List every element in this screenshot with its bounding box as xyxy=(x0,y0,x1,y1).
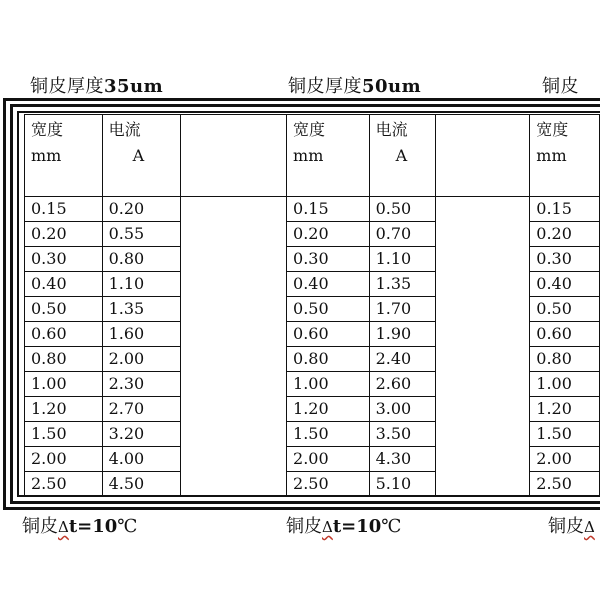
table-row xyxy=(25,272,600,297)
footer-temp: t=10 xyxy=(332,516,382,537)
header-width-50 xyxy=(287,115,370,191)
width-third-cell: 0.50 xyxy=(530,297,600,322)
width-third-cell: 0.60 xyxy=(530,322,600,347)
width-third-cell: 0.40 xyxy=(530,272,600,297)
footer-unit: ℃ xyxy=(381,516,402,537)
width-50-cell: 1.00 xyxy=(287,372,370,397)
blank-35-cell xyxy=(181,422,287,447)
current-50-cell: 4.30 xyxy=(369,447,436,472)
width-third-cell: 1.00 xyxy=(530,372,600,397)
blank-50-cell xyxy=(436,372,530,397)
blank-35-cell xyxy=(181,197,287,222)
blank-35-cell xyxy=(181,347,287,372)
table-row xyxy=(25,222,600,247)
table-body xyxy=(25,197,600,497)
table-row xyxy=(25,447,600,472)
width-third-cell: 0.15 xyxy=(530,197,600,222)
width-third-cell: 1.50 xyxy=(530,422,600,447)
blank-50-cell xyxy=(436,322,530,347)
width-third-cell: 0.30 xyxy=(530,247,600,272)
delta-symbol: Δ xyxy=(322,518,333,536)
blank-50-cell xyxy=(436,472,530,497)
width-50-cell: 0.40 xyxy=(287,272,370,297)
width-50-cell: 1.20 xyxy=(287,397,370,422)
header-width-label: 宽度 xyxy=(536,120,569,139)
width-50-cell: 0.20 xyxy=(287,222,370,247)
blank-50-cell xyxy=(436,272,530,297)
blank-35-cell xyxy=(181,372,287,397)
header-current-50 xyxy=(369,115,436,191)
blank-50-cell xyxy=(436,347,530,372)
blank-35-cell xyxy=(181,222,287,247)
blank-50-cell xyxy=(436,297,530,322)
current-50-cell: 1.90 xyxy=(369,322,436,347)
width-35-cell: 1.50 xyxy=(25,422,103,447)
current-35-cell: 2.70 xyxy=(102,397,181,422)
table-row xyxy=(25,247,600,272)
heading-35um-prefix: 铜皮厚度 xyxy=(30,76,104,97)
footer-prefix: 铜皮 xyxy=(286,516,322,537)
width-50-cell: 0.15 xyxy=(287,197,370,222)
blank-35-cell xyxy=(181,472,287,497)
blank-35-cell xyxy=(181,272,287,297)
header-width-label: 宽度 xyxy=(31,120,64,139)
width-35-cell: 1.20 xyxy=(25,397,103,422)
header-current-label: 电流 xyxy=(108,120,141,139)
width-35-cell: 0.50 xyxy=(25,297,103,322)
table-row xyxy=(25,322,600,347)
heading-35um xyxy=(30,72,163,98)
current-35-cell: 4.00 xyxy=(102,447,181,472)
table-row xyxy=(25,422,600,447)
header-width-unit: mm xyxy=(31,146,62,165)
width-50-cell: 1.50 xyxy=(287,422,370,447)
width-50-cell: 2.50 xyxy=(287,472,370,497)
width-35-cell: 2.50 xyxy=(25,472,103,497)
width-50-cell: 0.50 xyxy=(287,297,370,322)
blank-35-cell xyxy=(181,247,287,272)
header-width-third xyxy=(530,115,600,191)
width-35-cell: 0.20 xyxy=(25,222,103,247)
width-third-cell: 0.20 xyxy=(530,222,600,247)
header-current-label: 电流 xyxy=(375,120,408,139)
header-blank-35 xyxy=(181,115,287,191)
table-row xyxy=(25,397,600,422)
width-35-cell: 0.40 xyxy=(25,272,103,297)
width-50-cell: 0.60 xyxy=(287,322,370,347)
current-35-cell: 0.55 xyxy=(102,222,181,247)
blank-50-cell xyxy=(436,447,530,472)
current-50-cell: 3.50 xyxy=(369,422,436,447)
header-current-35 xyxy=(102,115,181,191)
width-35-cell: 0.60 xyxy=(25,322,103,347)
footer-third xyxy=(548,512,595,538)
blank-35-cell xyxy=(181,297,287,322)
footer-prefix: 铜皮 xyxy=(22,516,58,537)
current-35-cell: 2.00 xyxy=(102,347,181,372)
heading-50um xyxy=(288,72,421,98)
current-35-cell: 1.10 xyxy=(102,272,181,297)
header-width-35 xyxy=(25,115,103,191)
width-third-cell: 2.50 xyxy=(530,472,600,497)
width-35-cell: 0.30 xyxy=(25,247,103,272)
header-current-unit: A xyxy=(395,146,408,165)
heading-third-prefix: 铜皮 xyxy=(542,76,579,97)
header-blank-50 xyxy=(436,115,530,191)
footer-35um xyxy=(22,512,137,538)
width-35-cell: 0.80 xyxy=(25,347,103,372)
current-capacity-table xyxy=(24,114,600,497)
table-row xyxy=(25,297,600,322)
current-35-cell: 1.60 xyxy=(102,322,181,347)
current-35-cell: 4.50 xyxy=(102,472,181,497)
blank-35-cell xyxy=(181,397,287,422)
width-50-cell: 0.30 xyxy=(287,247,370,272)
current-50-cell: 0.70 xyxy=(369,222,436,247)
width-50-cell: 0.80 xyxy=(287,347,370,372)
table-row xyxy=(25,347,600,372)
blank-50-cell xyxy=(436,247,530,272)
current-50-cell: 0.50 xyxy=(369,197,436,222)
width-third-cell: 0.80 xyxy=(530,347,600,372)
heading-50um-prefix: 铜皮厚度 xyxy=(288,76,362,97)
heading-50um-value: 50um xyxy=(362,76,422,97)
delta-symbol: Δ xyxy=(584,518,595,536)
current-35-cell: 1.35 xyxy=(102,297,181,322)
current-50-cell: 2.40 xyxy=(369,347,436,372)
footer-50um xyxy=(286,512,401,538)
width-35-cell: 0.15 xyxy=(25,197,103,222)
header-width-unit: mm xyxy=(536,146,567,165)
width-third-cell: 2.00 xyxy=(530,447,600,472)
current-50-cell: 3.00 xyxy=(369,397,436,422)
footer-unit: ℃ xyxy=(117,516,138,537)
width-50-cell: 2.00 xyxy=(287,447,370,472)
current-35-cell: 2.30 xyxy=(102,372,181,397)
table-row xyxy=(25,472,600,497)
current-35-cell: 0.80 xyxy=(102,247,181,272)
current-50-cell: 2.60 xyxy=(369,372,436,397)
delta-symbol: Δ xyxy=(58,518,69,536)
table-row xyxy=(25,197,600,222)
width-third-cell: 1.20 xyxy=(530,397,600,422)
footer-temp: t=10 xyxy=(68,516,118,537)
current-50-cell: 1.10 xyxy=(369,247,436,272)
current-50-cell: 5.10 xyxy=(369,472,436,497)
blank-35-cell xyxy=(181,322,287,347)
blank-50-cell xyxy=(436,422,530,447)
table-row xyxy=(25,372,600,397)
current-50-cell: 1.70 xyxy=(369,297,436,322)
current-35-cell: 3.20 xyxy=(102,422,181,447)
current-35-cell: 0.20 xyxy=(102,197,181,222)
header-width-unit: mm xyxy=(293,146,324,165)
header-width-label: 宽度 xyxy=(293,120,326,139)
heading-third xyxy=(542,72,579,98)
current-50-cell: 1.35 xyxy=(369,272,436,297)
blank-50-cell xyxy=(436,397,530,422)
blank-50-cell xyxy=(436,197,530,222)
heading-35um-value: 35um xyxy=(104,76,164,97)
blank-35-cell xyxy=(181,447,287,472)
table-header-row xyxy=(25,115,600,191)
header-current-unit: A xyxy=(132,146,145,165)
width-35-cell: 1.00 xyxy=(25,372,103,397)
footer-prefix: 铜皮 xyxy=(548,516,584,537)
width-35-cell: 2.00 xyxy=(25,447,103,472)
blank-50-cell xyxy=(436,222,530,247)
